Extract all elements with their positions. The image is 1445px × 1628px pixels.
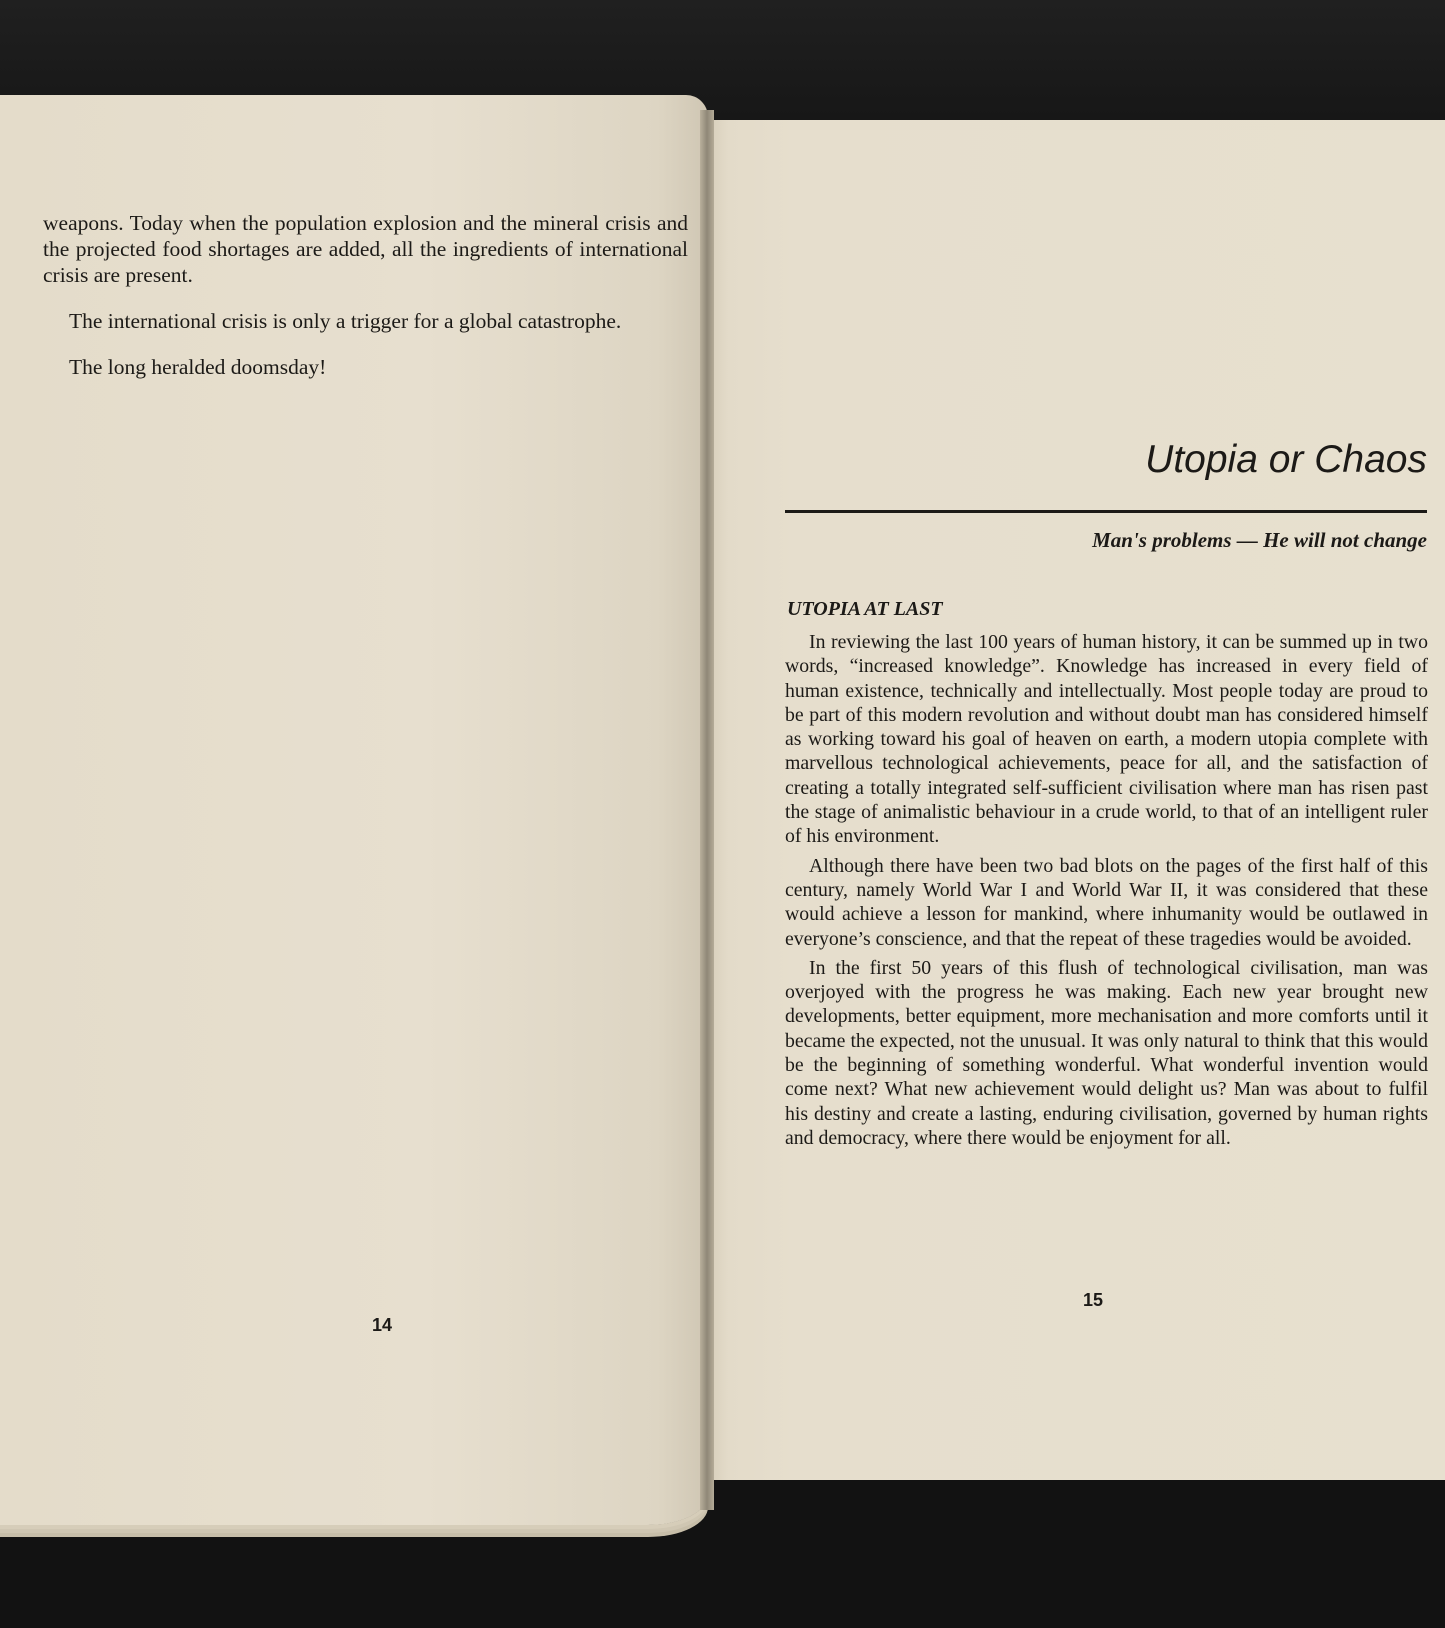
- left-paragraph-1: weapons. Today when the population explosion and the mineral crisis and the projected food shortages are added, all the ingredients of international crisis are present.: [43, 211, 688, 287]
- section-heading: UTOPIA AT LAST: [787, 598, 943, 620]
- left-page-text: [43, 210, 688, 400]
- left-page: [0, 95, 708, 1525]
- left-paragraph-2: The international crisis is only a trigger for a global catastrophe.: [69, 309, 622, 333]
- right-paragraph-3: In the first 50 years of this flush of technological civilisation, man was overjoyed with the progress he was making. Each new year brought new developments, better equipment, more mechanisation and more comforts until it became the expected, not the unusual. It was only natural to think that this would be the beginning of something wonderful. What wonderful invention would come next? What new achievement would delight us? Man was about to fulfil his destiny and create a lasting, enduring civilisation, governed by human rights and democracy, where there would be enjoyment for all.: [785, 956, 1428, 1149]
- right-page-number: 15: [1083, 1290, 1104, 1310]
- right-page-body: [785, 630, 1428, 1155]
- title-rule: [785, 510, 1427, 513]
- right-paragraph-1: In reviewing the last 100 years of human history, it can be summed up in two words, “increased knowledge”. Knowledge has increased in every field of human existence, technically and intellectually. Most people today are proud to be part of this modern revolution and without doubt man has considered himself as working toward his goal of heaven on earth, a modern utopia complete with marvellous technological achievements, peace for all, and the satisfaction of creating a totally integrated self-sufficient civilisation where man has risen past the stage of animalistic behaviour in a crude world, to that of an intelligent ruler of his environment.: [785, 631, 1428, 848]
- left-paragraph-3: The long heralded doomsday!: [69, 355, 327, 379]
- book-gutter: [700, 110, 714, 1510]
- right-page: [706, 120, 1445, 1480]
- chapter-title: Utopia or Chaos: [1145, 438, 1427, 481]
- left-page-number: 14: [372, 1315, 393, 1335]
- chapter-subtitle: Man's problems — He will not change: [1092, 528, 1427, 552]
- right-paragraph-2: Although there have been two bad blots on the pages of the first half of this century, namely World War I and World War II, it was considered that these would achieve a lesson for mankind, where inhumanity would be outlawed in everyone’s conscience, and that the repeat of these tragedies would be avoided.: [785, 854, 1428, 950]
